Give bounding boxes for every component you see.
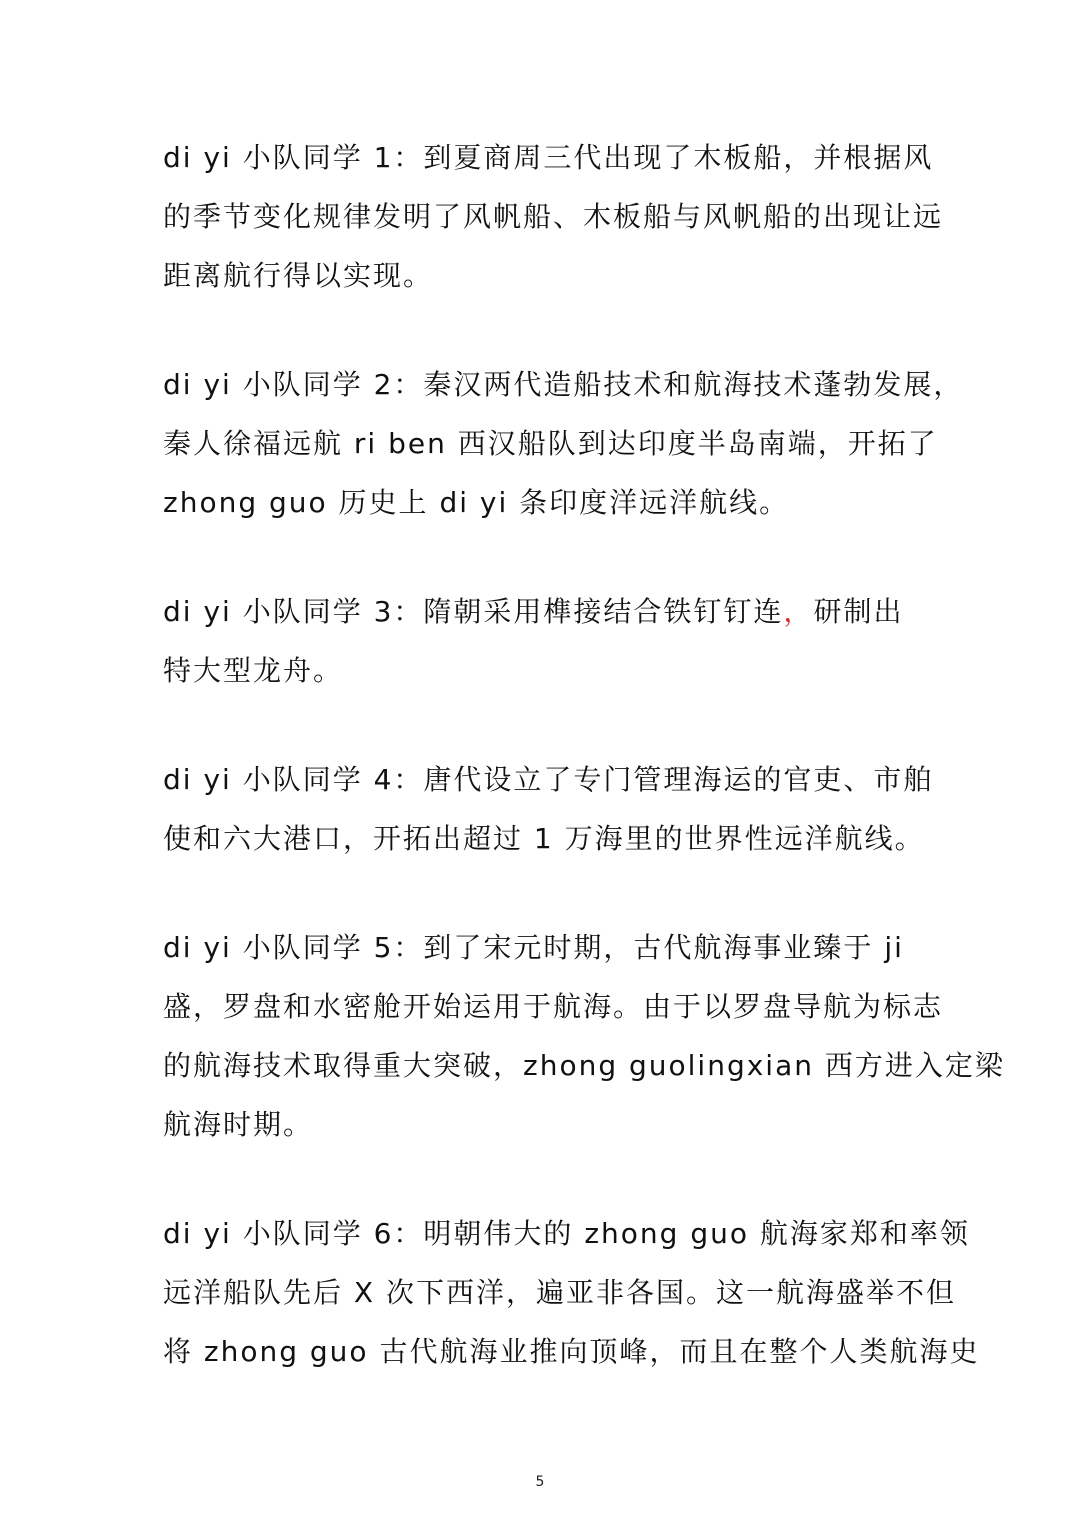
paragraph-2 xyxy=(163,355,964,532)
red-comma: ， xyxy=(783,595,814,628)
paragraph-line: 航海时期。 xyxy=(163,1108,314,1141)
paragraph-line: 使和六大港口，开拓出超过 1 万海里的世界性远洋航线。 xyxy=(163,822,925,855)
paragraph-line: di yi 小队同学 6：明朝伟大的 zhong guo 航海家郑和率领 xyxy=(163,1217,970,1250)
document-body xyxy=(163,128,1005,1431)
paragraph-1 xyxy=(163,128,944,305)
paragraph-line: 远洋船队先后 X 次下西洋，遍亚非各国。这一航海盛举不但 xyxy=(163,1276,956,1309)
paragraph-line: 的航海技术取得重大突破，zhong guolingxian 西方进入定梁 xyxy=(163,1049,1005,1082)
paragraph-line: 秦人徐福远航 ri ben 西汉船队到达印度半岛南端，开拓了 xyxy=(163,427,938,460)
paragraph-line xyxy=(163,582,918,641)
paragraph-line: 的季节变化规律发明了风帆船、木板船与风帆船的出现让远 xyxy=(163,200,944,233)
paragraph-line: di yi 小队同学 2：秦汉两代造船技术和航海技术蓬勃发展， xyxy=(163,368,964,401)
paragraph-6 xyxy=(163,1204,980,1381)
paragraph-line: di yi 小队同学 5：到了宋元时期，古代航海事业臻于 ji xyxy=(163,931,904,964)
paragraph-line: 将 zhong guo 古代航海业推向顶峰，而且在整个人类航海史 xyxy=(163,1335,980,1368)
paragraph-5 xyxy=(163,918,1005,1154)
paragraph-4 xyxy=(163,750,934,868)
paragraph-text: 研制出 xyxy=(813,595,904,628)
paragraph-line: 距离航行得以实现。 xyxy=(163,259,434,292)
page-number: 5 xyxy=(535,1474,545,1490)
paragraph-text: di yi 小队同学 3：隋朝采用榫接结合铁钉钉连 xyxy=(163,595,784,628)
paragraph-line: zhong guo 历史上 di yi 条印度洋远洋航线。 xyxy=(163,486,790,519)
paragraph-3 xyxy=(163,582,918,700)
paragraph-line: di yi 小队同学 4：唐代设立了专门管理海运的官吏、市舶 xyxy=(163,763,934,796)
paragraph-line: 特大型龙舟。 xyxy=(163,654,344,687)
paragraph-line: di yi 小队同学 1：到夏商周三代出现了木板船，并根据风 xyxy=(163,141,934,174)
paragraph-line: 盛，罗盘和水密舱开始运用于航海。由于以罗盘导航为标志 xyxy=(163,990,944,1023)
